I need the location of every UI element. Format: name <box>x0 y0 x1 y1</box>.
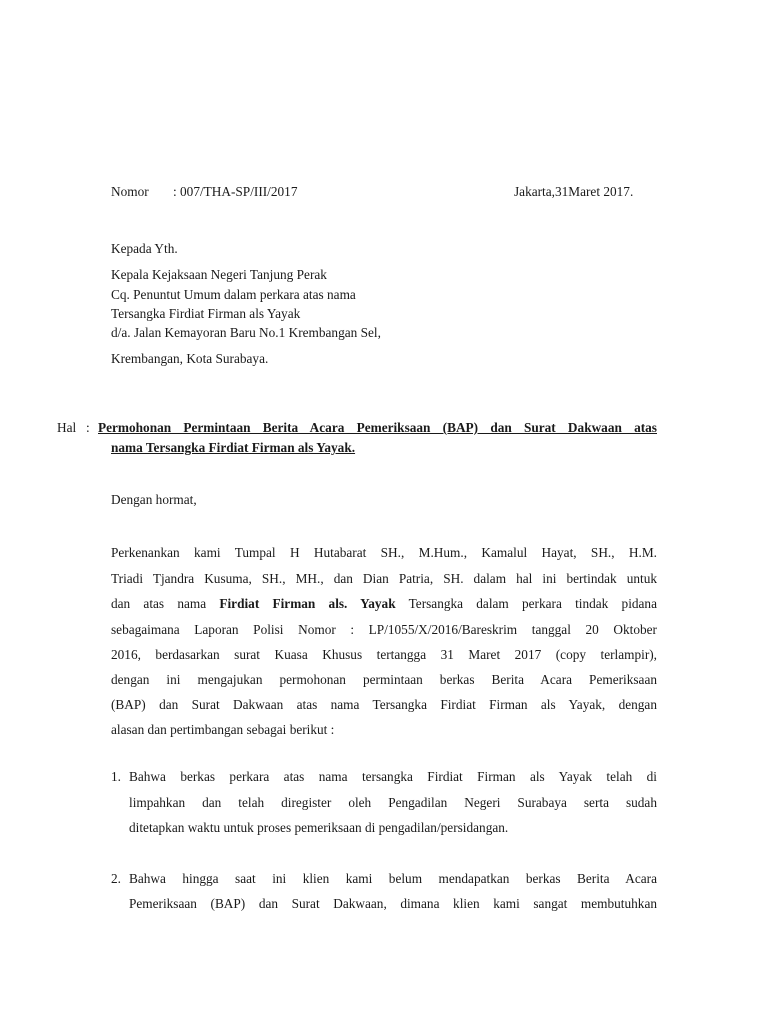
list-item-number: 1. <box>111 769 121 784</box>
body-line: alasan dan pertimbangan sebagai berikut : <box>111 722 335 737</box>
recipient-line: Tersangka Firdiat Firman als Yayak <box>111 306 301 321</box>
list-item-line: ditetapkan waktu untuk proses pemeriksaan di pengadilan/persidangan. <box>129 820 509 835</box>
subject-line-2: nama Tersangka Firdiat Firman als Yayak. <box>111 440 356 455</box>
body-text: Tersangka dalam perkara tindak pidana <box>408 596 657 611</box>
recipient-line: Kepala Kejaksaan Negeri Tanjung Perak <box>111 267 327 282</box>
body-line: (BAP) dan Surat Dakwaan atas nama Tersangka Firdiat Firman als Yayak, dengan <box>111 697 657 712</box>
nomor-label: Nomor <box>111 184 149 199</box>
subject-label: Hal <box>57 420 77 435</box>
recipient-line: Krembangan, Kota Surabaya. <box>111 351 269 366</box>
list-item-line: limpahkan dan telah diregister oleh Pengadilan Negeri Surabaya serta sudah <box>129 795 657 810</box>
body-text: dan atas nama <box>111 596 207 611</box>
body-line: Perkenankan kami Tumpal H Hutabarat SH., M.Hum., Kamalul Hayat, SH., H.M. <box>111 545 657 560</box>
subject-line-1: Permohonan Permintaan Berita Acara Pemeriksaan (BAP) dan Surat Dakwaan atas <box>98 420 657 435</box>
place-date: Jakarta,31Maret 2017. <box>514 184 634 199</box>
client-name: Firdiat Firman als. Yayak <box>219 596 396 611</box>
nomor-value: : 007/THA-SP/III/2017 <box>173 184 298 199</box>
body-line <box>111 596 657 612</box>
list-item-line: Bahwa hingga saat ini klien kami belum mendapatkan berkas Berita Acara <box>129 871 657 886</box>
body-line: dengan ini mengajukan permohonan permintaan berkas Berita Acara Pemeriksaan <box>111 672 657 687</box>
list-item-number: 2. <box>111 871 121 886</box>
recipient-line: d/a. Jalan Kemayoran Baru No.1 Krembangan Sel, <box>111 325 381 340</box>
body-line: Triadi Tjandra Kusuma, SH., MH., dan Dian Patria, SH. dalam hal ini bertindak untuk <box>111 571 657 586</box>
body-line: sebagaimana Laporan Polisi Nomor : LP/1055/X/2016/Bareskrim tanggal 20 Oktober <box>111 622 657 637</box>
list-item-line: Pemeriksaan (BAP) dan Surat Dakwaan, dimana klien kami sangat membutuhkan <box>129 896 657 911</box>
recipient-greeting: Kepada Yth. <box>111 241 178 256</box>
subject-colon: : <box>86 420 90 435</box>
list-item-line: Bahwa berkas perkara atas nama tersangka Firdiat Firman als Yayak telah di <box>129 769 657 784</box>
body-line: 2016, berdasarkan surat Kuasa Khusus tertangga 31 Maret 2017 (copy terlampir), <box>111 647 657 662</box>
recipient-line: Cq. Penuntut Umum dalam perkara atas nama <box>111 287 356 302</box>
salutation: Dengan hormat, <box>111 492 197 507</box>
